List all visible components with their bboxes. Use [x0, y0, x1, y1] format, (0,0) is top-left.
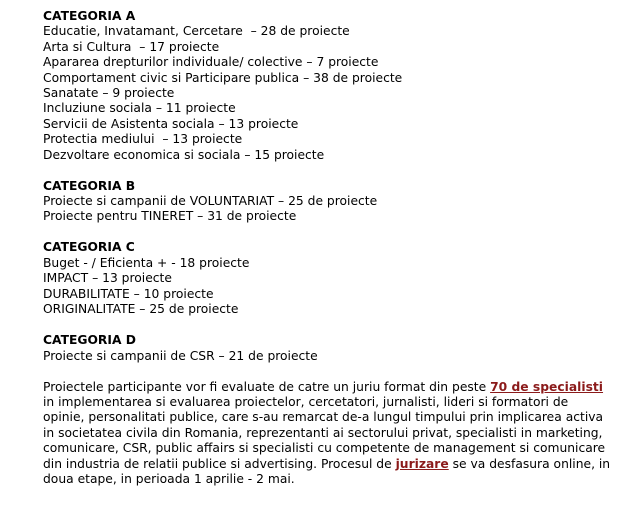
category-b-item: Proiecte pentru TINERET – 31 de proiecte	[43, 209, 297, 224]
category-a-item: Protectia mediului – 13 proiecte	[43, 132, 243, 147]
category-c-section	[43, 240, 613, 317]
jurizare-link[interactable]: jurizare	[395, 456, 449, 471]
jury-paragraph-text: se va desfasura online, in doua etape, in perioada 1 aprilie - 2 mai.	[43, 456, 611, 486]
category-a-item: Arta si Cultura – 17 proiecte	[43, 39, 220, 54]
category-b-section	[43, 179, 613, 225]
category-c-item: ORIGINALITATE – 25 de proiecte	[43, 302, 239, 317]
category-d-heading: CATEGORIA D	[43, 333, 136, 348]
category-a-item: Sanatate – 9 proiecte	[43, 86, 175, 101]
jury-paragraph-text: Proiectele participante vor fi evaluate de catre un juriu format din peste	[43, 379, 491, 394]
category-a-item: Educatie, Invatamant, Cercetare – 28 de proiecte	[43, 24, 350, 39]
category-a-item: Comportament civic si Participare publica – 38 de proiecte	[43, 70, 403, 85]
category-c-item: Buget - / Eficienta + - 18 proiecte	[43, 255, 250, 270]
category-a-section	[43, 9, 613, 163]
jury-paragraph-text: in implementarea si evaluarea proiectelor, cercetatori, jurnalisti, lideri si formatori de opinie, personalitati publice, care s-au remarcat de-a lungul timpului prin implicarea activa in societatea civila din Romania, reprezentanti ai sectorului privat, specialisti in marketing, comunicare, CSR, public affairs si specialisti cu competente de management si comunicare din industria de relatii publice si advertising. Procesul de	[43, 394, 606, 471]
jury-paragraph	[43, 380, 613, 488]
category-d-section	[43, 333, 613, 364]
specialisti-link[interactable]: 70 de specialisti	[490, 379, 604, 394]
category-c-item: IMPACT – 13 proiecte	[43, 271, 172, 286]
category-a-item: Dezvoltare economica si sociala – 15 proiecte	[43, 147, 325, 162]
category-b-item: Proiecte si campanii de VOLUNTARIAT – 25 de proiecte	[43, 194, 378, 209]
category-c-item: DURABILITATE – 10 proiecte	[43, 286, 214, 301]
category-a-item: Servicii de Asistenta sociala – 13 proiecte	[43, 116, 299, 131]
category-a-item: Incluziune sociala – 11 proiecte	[43, 101, 236, 116]
category-b-heading: CATEGORIA B	[43, 178, 136, 193]
category-a-item: Apararea drepturilor individuale/ colective – 7 proiecte	[43, 55, 379, 70]
category-a-heading: CATEGORIA A	[43, 9, 136, 23]
category-c-heading: CATEGORIA C	[43, 240, 135, 255]
category-d-item: Proiecte si campanii de CSR – 21 de proiecte	[43, 348, 318, 363]
document-body	[43, 9, 613, 487]
